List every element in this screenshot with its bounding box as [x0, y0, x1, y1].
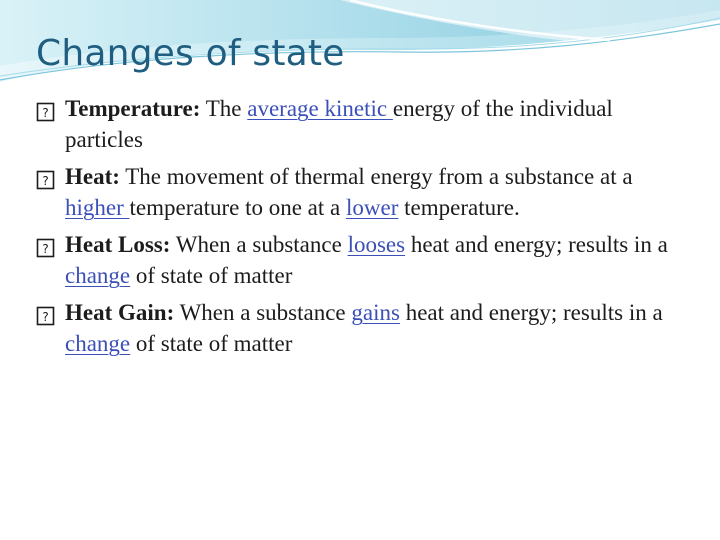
- bullet-text: heat and energy; results in a: [405, 232, 668, 257]
- fill-in-blank: change: [65, 331, 131, 356]
- bullet-text: energy of the individual particles: [65, 96, 613, 152]
- bullet-temperature: [36, 93, 696, 155]
- bullet-heat-loss: [36, 229, 696, 291]
- bullet-text: The movement of thermal energy from a substance at a: [119, 164, 633, 189]
- bullet-list: [36, 93, 696, 365]
- bullet-text: of state of matter: [130, 331, 293, 356]
- bullet-term: Heat Loss:: [65, 232, 171, 257]
- bullet-term: Heat Gain:: [65, 300, 175, 325]
- bullet-text: When a substance: [174, 300, 352, 325]
- bullet-text: of state of matter: [130, 263, 293, 288]
- fill-in-blank: lower: [346, 195, 399, 220]
- bullet-term: Heat:: [65, 164, 120, 189]
- svg-text:?: ?: [42, 106, 49, 120]
- bullet-text: heat and energy; results in a: [399, 300, 663, 325]
- fill-in-blank: gains: [351, 300, 400, 325]
- svg-text:?: ?: [42, 310, 49, 324]
- bullet-text: temperature.: [398, 195, 520, 220]
- bullet-term: Temperature:: [65, 96, 201, 121]
- bullet-heat: [36, 161, 696, 223]
- bullet-text: The: [200, 96, 248, 121]
- bullet-placeholder-icon: [36, 167, 56, 187]
- fill-in-blank: average kinetic: [247, 96, 393, 121]
- bullet-heat-gain: [36, 297, 696, 359]
- bullet-placeholder-icon: [36, 303, 56, 323]
- bullet-placeholder-icon: [36, 99, 56, 119]
- fill-in-blank: higher: [65, 195, 130, 220]
- fill-in-blank: looses: [347, 232, 406, 257]
- bullet-text: When a substance: [170, 232, 348, 257]
- fill-in-blank: change: [65, 263, 131, 288]
- bullet-placeholder-icon: [36, 235, 56, 255]
- slide-title: Changes of state: [36, 33, 345, 74]
- bullet-text: temperature to one at a: [129, 195, 346, 220]
- svg-text:?: ?: [42, 242, 49, 256]
- svg-text:?: ?: [42, 174, 49, 188]
